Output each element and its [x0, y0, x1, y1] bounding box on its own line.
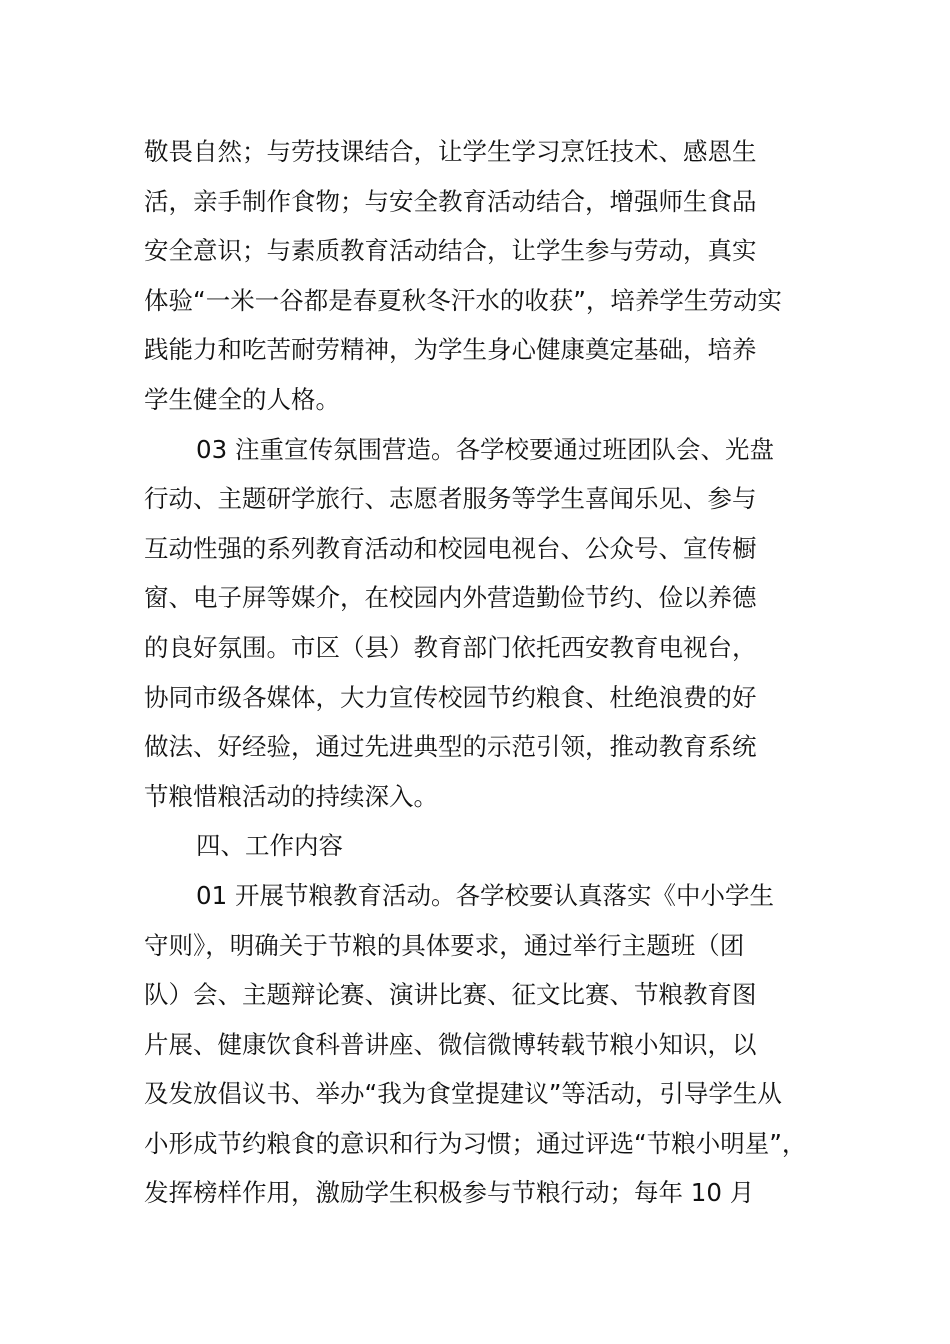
text-line: 队）会、主题辩论赛、演讲比赛、征文比赛、节粮教育图 — [144, 980, 757, 1010]
text-line: 体验“一米一谷都是春夏秋冬汗水的收获”，培养学生劳动实 — [144, 285, 782, 315]
text-line: 发挥榜样作用，激励学生积极参与节粮行动；每年 10 月 — [144, 1178, 755, 1208]
text-line: 片展、健康饮食科普讲座、微信微博转载节粮小知识，以 — [144, 1029, 757, 1059]
text-line: 行动、主题研学旅行、志愿者服务等学生喜闻乐见、参与 — [144, 484, 757, 514]
text-line: 及发放倡议书、举办“我为食堂提建议”等活动，引导学生从 — [144, 1079, 782, 1109]
text-line: 守则》，明确关于节粮的具体要求，通过举行主题班（团 — [144, 930, 745, 960]
text-line: 安全意识；与素质教育活动结合，让学生参与劳动，真实 — [144, 236, 757, 266]
body-text — [144, 127, 814, 1218]
text-line: 的良好氛围。市区（县）教育部门依托西安教育电视台， — [144, 632, 757, 662]
text-line: 活，亲手制作食物；与安全教育活动结合，增强师生食品 — [144, 186, 757, 216]
text-line: 协同市级各媒体，大力宣传校园节约粮食、杜绝浪费的好 — [144, 682, 757, 712]
text-line: 小形成节约粮食的意识和行为习惯；通过评选“节粮小明星”， — [144, 1128, 807, 1158]
section-heading: 四、工作内容 — [196, 831, 343, 861]
text-line: 做法、好经验，通过先进典型的示范引领，推动教育系统 — [144, 732, 757, 762]
text-line: 敬畏自然；与劳技课结合，让学生学习烹饪技术、感恩生 — [144, 137, 757, 166]
text-line: 互动性强的系列教育活动和校园电视台、公众号、宣传橱 — [144, 533, 757, 563]
paragraph-start-line: 03 注重宣传氛围营造。各学校要通过班团队会、光盘 — [196, 434, 774, 464]
text-line: 窗、电子屏等媒介，在校园内外营造勤俭节约、俭以养德 — [144, 583, 757, 613]
text-line: 节粮惜粮活动的持续深入。 — [144, 781, 438, 811]
text-line: 学生健全的人格。 — [144, 384, 340, 414]
paragraph-start-line: 01 开展节粮教育活动。各学校要认真落实《中小学生 — [196, 880, 774, 910]
text-line: 践能力和吃苦耐劳精神，为学生身心健康奠定基础，培养 — [144, 335, 757, 365]
